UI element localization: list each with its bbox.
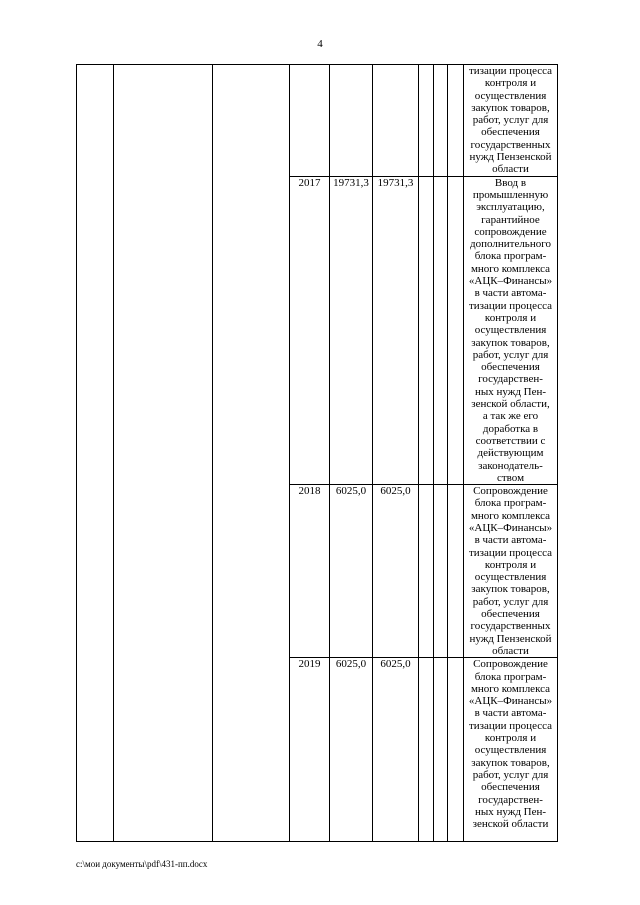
empty-cell	[448, 658, 464, 842]
amount-regional-cell: 19731,3	[373, 176, 419, 484]
description-cell	[464, 658, 558, 842]
empty-cell	[419, 485, 434, 658]
description-cell	[464, 485, 558, 658]
empty-cell	[434, 65, 448, 177]
empty-cell	[419, 65, 434, 177]
description-text: Ввод в промышленную эксплуатацию, гарантийное сопровождение дополнительного блока програм- много комплекса «АЦК–Финансы» в части автома- тизации процесса контроля и осуществления закупок товаров, работ, услуг для обеспечения государствен- ных нужд Пен- зенской области, а так же его доработка в соответствии с действующим законодатель- ством	[468, 176, 553, 484]
empty-cell	[77, 65, 114, 842]
empty-cell	[448, 65, 464, 177]
description-text: Сопровождение блока програм- много комплекса «АЦК–Финансы» в части автома- тизации процесса контроля и осуществления закупок товаров, работ, услуг для обеспечения государствен- ных нужд Пен- зенской области	[468, 658, 553, 831]
empty-cell	[419, 658, 434, 842]
empty-cell	[434, 658, 448, 842]
description-cell	[464, 65, 558, 177]
amount-total-cell: 19731,3	[330, 176, 373, 484]
table-row	[77, 65, 558, 177]
amount-total-cell	[330, 65, 373, 177]
amount-total-cell: 6025,0	[330, 658, 373, 842]
empty-cell	[434, 176, 448, 484]
page-number: 4	[317, 38, 323, 50]
amount-regional-cell: 6025,0	[373, 485, 419, 658]
empty-cell	[448, 485, 464, 658]
amount-regional-cell	[373, 65, 419, 177]
empty-cell	[419, 176, 434, 484]
empty-cell	[434, 485, 448, 658]
footer-file-path: c:\мои документы\pdf\431-пп.docx	[76, 859, 208, 869]
year-cell: 2017	[290, 176, 330, 484]
description-cell	[464, 176, 558, 484]
amount-total-cell: 6025,0	[330, 485, 373, 658]
program-table	[76, 64, 558, 842]
empty-cell	[213, 65, 290, 842]
empty-cell	[114, 65, 213, 842]
year-cell: 2018	[290, 485, 330, 658]
empty-cell	[448, 176, 464, 484]
amount-regional-cell: 6025,0	[373, 658, 419, 842]
year-cell	[290, 65, 330, 177]
description-text: тизации процесса контроля и осуществления закупок товаров, работ, услуг для обеспечения государственных нужд Пензенской области	[468, 65, 553, 176]
description-text: Сопровождение блока програм- много комплекса «АЦК–Финансы» в части автома- тизации процесса контроля и осуществления закупок товаров, работ, услуг для обеспечения государственных нужд Пензенской области	[468, 485, 553, 657]
year-cell: 2019	[290, 658, 330, 842]
